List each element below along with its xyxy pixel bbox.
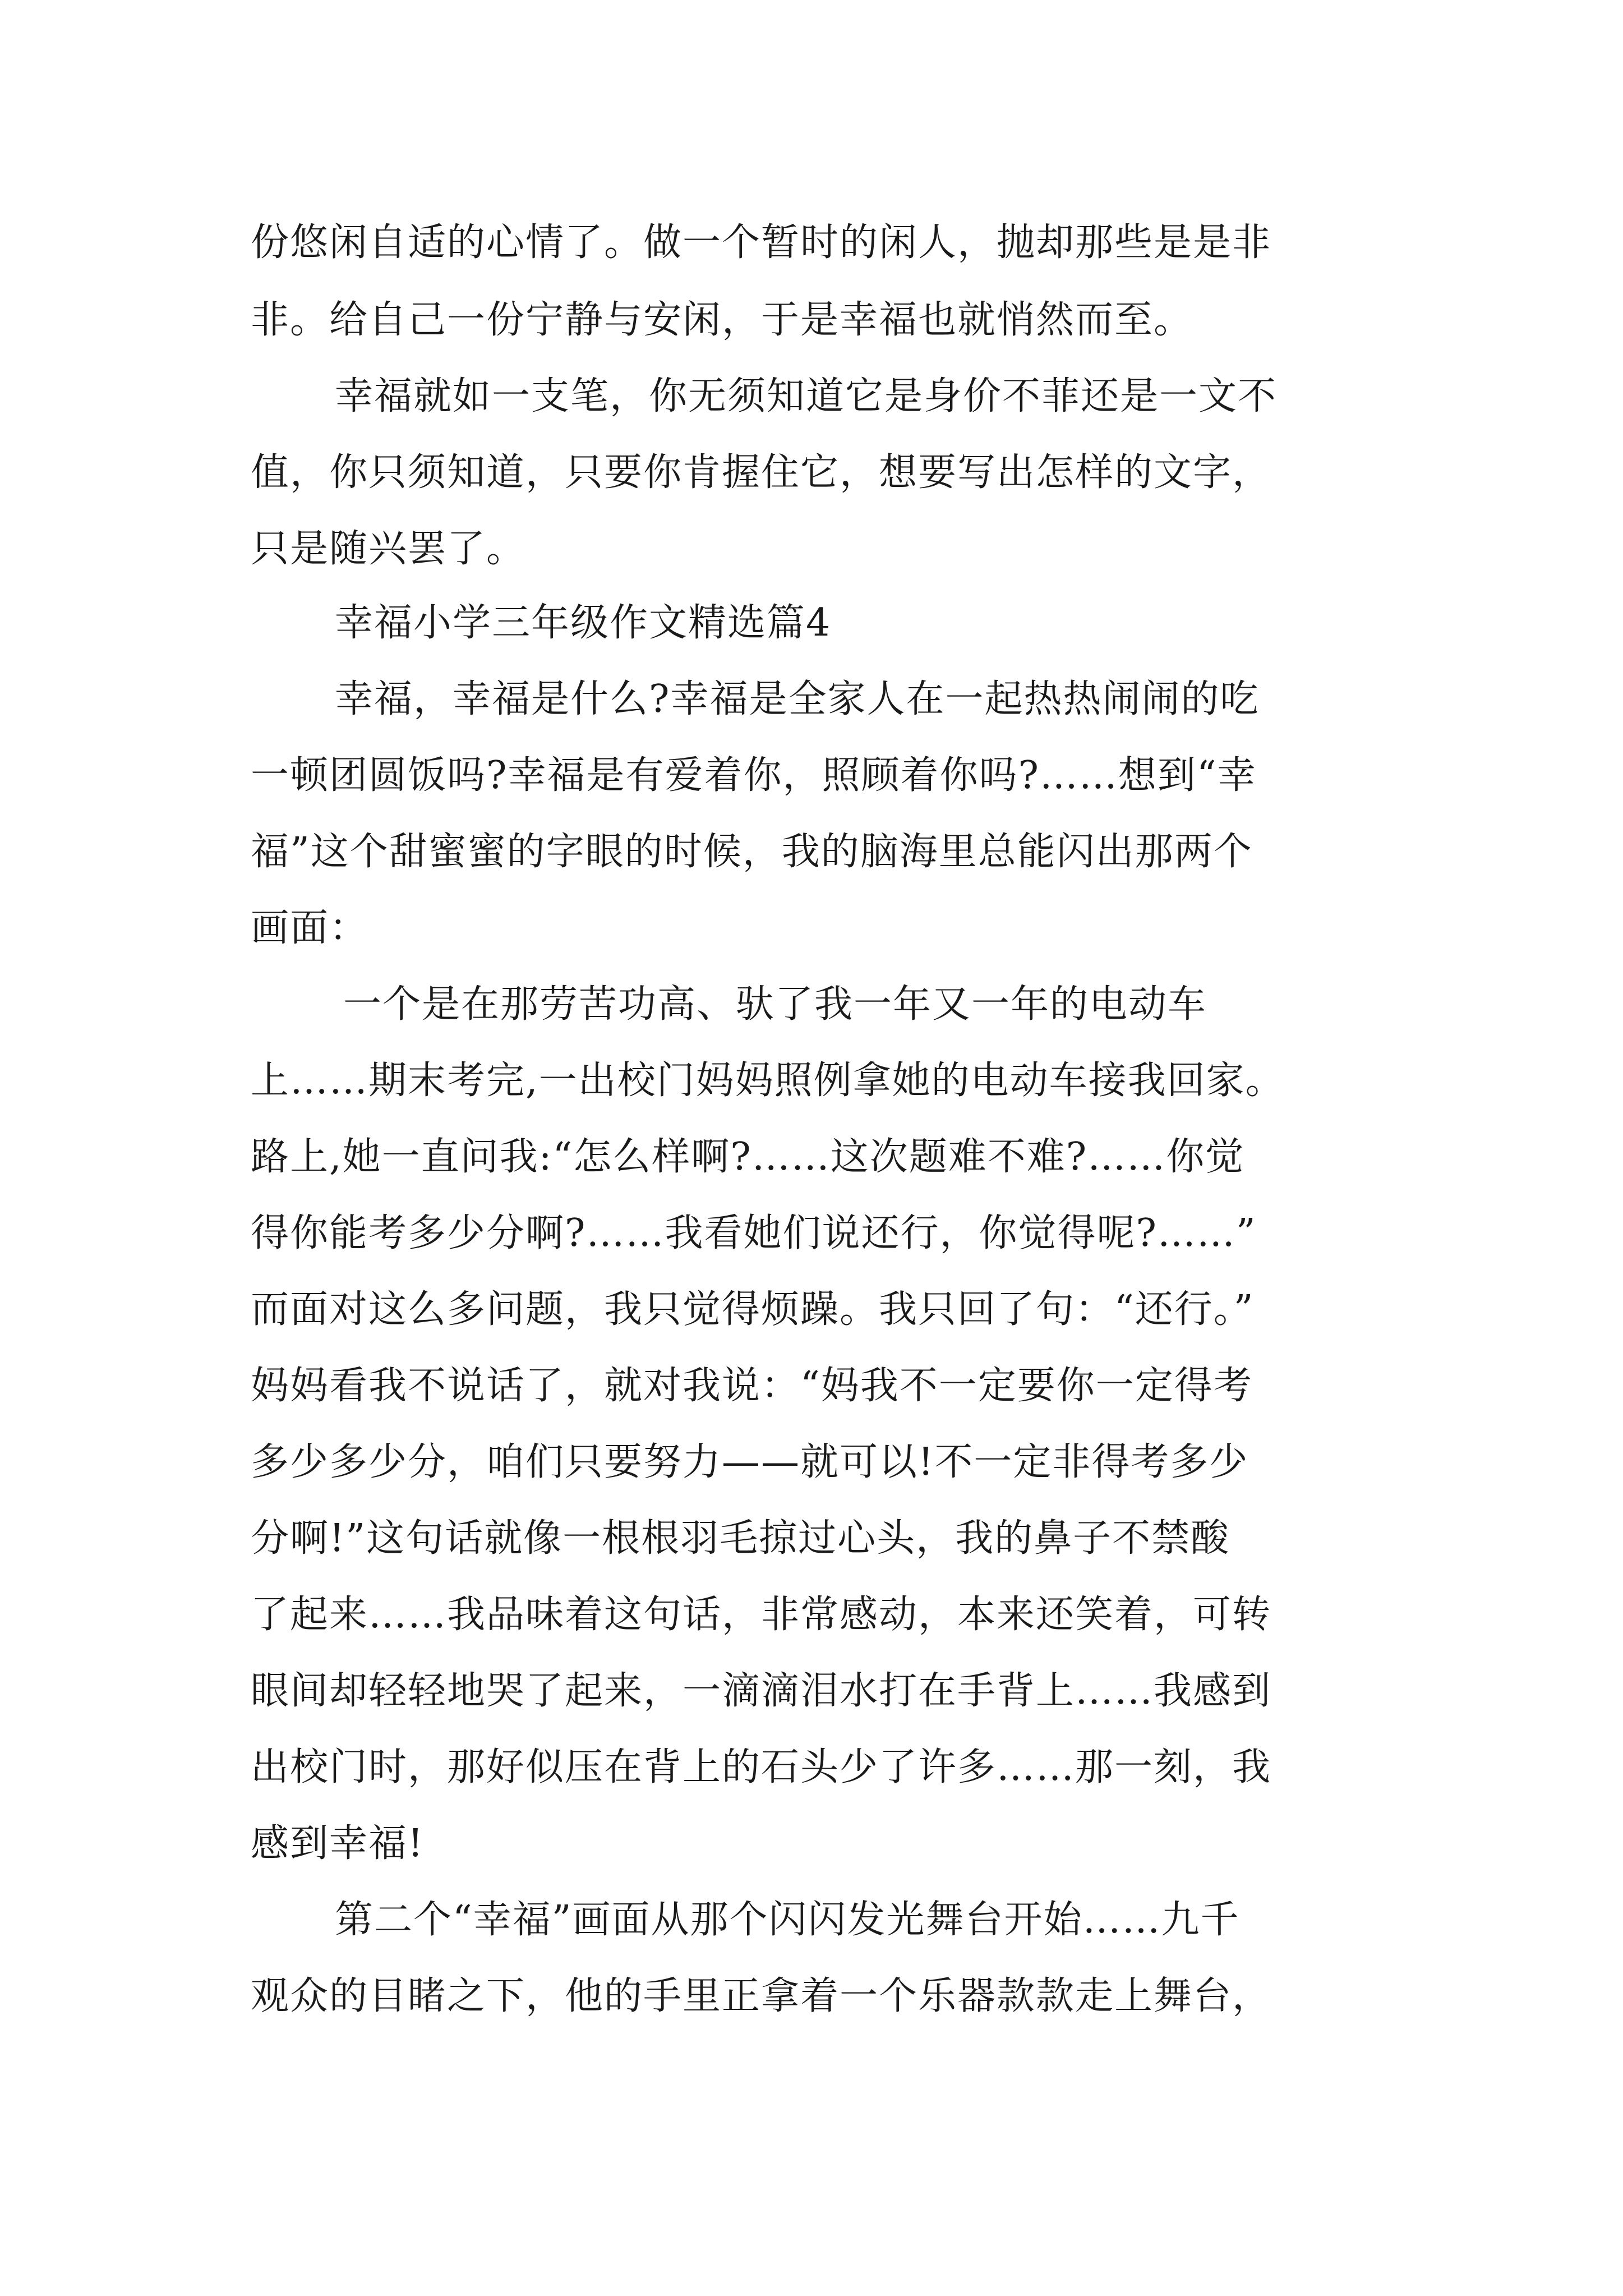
text-line: 妈妈看我不说话了，就对我说：“妈我不一定要你一定得考 xyxy=(251,1364,1253,1408)
text-line: 眼间却轻轻地哭了起来，一滴滴泪水打在手背上……我感到 xyxy=(251,1669,1272,1713)
text-line: 画面： xyxy=(251,906,369,950)
text-line: 出校门时，那好似压在背上的石头少了许多……那一刻，我 xyxy=(251,1745,1272,1789)
text-line: 得你能考多少分啊?……我看她们说还行，你觉得呢?……” xyxy=(251,1211,1257,1255)
text-line: 福”这个甜蜜蜜的字眼的时候，我的脑海里总能闪出那两个 xyxy=(251,830,1253,874)
text-line: 非。给自己一份宁静与安闲，于是幸福也就悄然而至。 xyxy=(251,298,1193,342)
text-line: 一顿团圆饭吗?幸福是有爱着你，照顾着你吗?……想到“幸 xyxy=(251,753,1257,798)
text-line: 上……期末考完,一出校门妈妈照例拿她的电动车接我回家。 xyxy=(251,1059,1285,1103)
text-line: 感到幸福! xyxy=(251,1821,425,1866)
section-heading: 幸福小学三年级作文精选篇4 xyxy=(335,601,832,645)
text-line: 观众的目睹之下，他的手里正拿着一个乐器款款走上舞台， xyxy=(251,1974,1272,2018)
text-line: 了起来……我品味着这句话，非常感动，本来还笑着，可转 xyxy=(251,1593,1272,1637)
paragraph-start-line: 幸福，幸福是什么?幸福是全家人在一起热热闹闹的吃 xyxy=(335,677,1260,721)
text-line: 值，你只须知道，只要你肯握住它，想要写出怎样的文字， xyxy=(251,450,1272,495)
text-line: 只是随兴罢了。 xyxy=(251,527,526,571)
paragraph-start-line: 第二个“幸福”画面从那个闪闪发光舞台开始……九千 xyxy=(335,1898,1240,1942)
text-line: 份悠闲自适的心情了。做一个暂时的闲人，抛却那些是是非 xyxy=(251,220,1272,265)
text-line: 多少多少分，咱们只要努力——就可以!不一定非得考多少 xyxy=(251,1440,1249,1484)
text-line: 而面对这么多问题，我只觉得烦躁。我只回了句：“还行。” xyxy=(251,1287,1255,1332)
paragraph-start-line: 幸福就如一支笔，你无须知道它是身价不菲还是一文不 xyxy=(335,374,1278,418)
paragraph-start-line: 一个是在那劳苦功高、驮了我一年又一年的电动车 xyxy=(343,982,1207,1027)
text-line: 路上,她一直问我:“怎么样啊?……这次题难不难?……你觉 xyxy=(251,1135,1245,1179)
text-line: 分啊!”这句话就像一根根羽毛掠过心头，我的鼻子不禁酸 xyxy=(251,1516,1230,1561)
